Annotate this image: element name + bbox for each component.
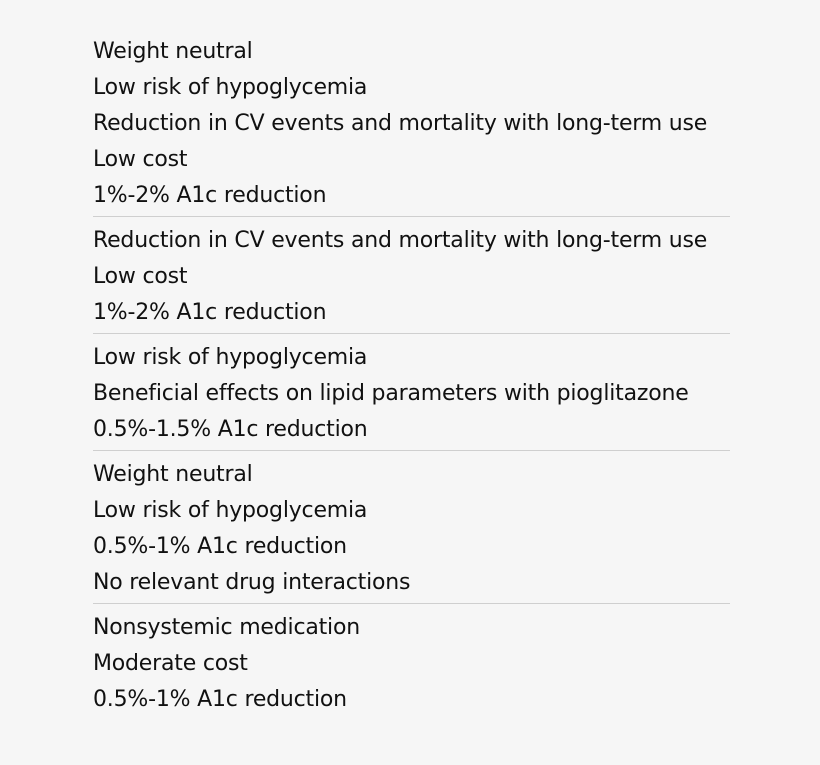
row-line: Low cost <box>93 147 188 172</box>
row-line: 0.5%-1.5% A1c reduction <box>93 417 368 442</box>
row-line: Reduction in CV events and mortality with long-term use <box>93 228 708 253</box>
row-line: Reduction in CV events and mortality with long-term use <box>93 111 708 136</box>
row-line: Low risk of hypoglycemia <box>93 75 368 100</box>
table-row <box>93 32 730 217</box>
row-line: Weight neutral <box>93 39 253 64</box>
benefits-table <box>93 32 730 720</box>
row-line: Low risk of hypoglycemia <box>93 498 368 523</box>
table-row <box>93 451 730 604</box>
row-line: 0.5%-1% A1c reduction <box>93 687 347 712</box>
row-line: Low risk of hypoglycemia <box>93 345 368 370</box>
row-line: Low cost <box>93 264 188 289</box>
row-line: Nonsystemic medication <box>93 615 360 640</box>
row-line: 1%-2% A1c reduction <box>93 183 327 208</box>
row-line: 1%-2% A1c reduction <box>93 300 327 325</box>
row-line: Weight neutral <box>93 462 253 487</box>
table-row <box>93 604 730 720</box>
table-row <box>93 334 730 451</box>
row-line: Moderate cost <box>93 651 248 676</box>
row-line: Beneficial effects on lipid parameters with pioglitazone <box>93 381 689 406</box>
row-line: No relevant drug interactions <box>93 570 411 595</box>
row-line: 0.5%-1% A1c reduction <box>93 534 347 559</box>
table-row <box>93 217 730 334</box>
